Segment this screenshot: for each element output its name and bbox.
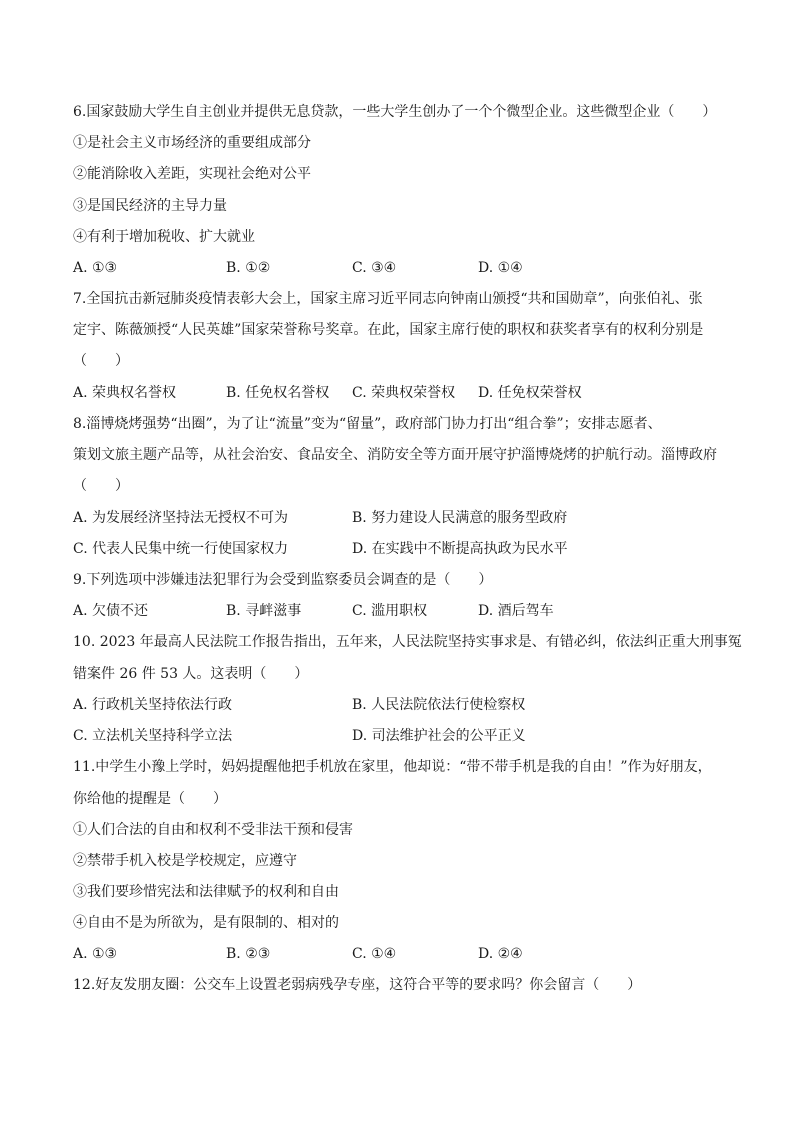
question-7-stem-line-1: 7.全国抗击新冠肺炎疫情表彰大会上，国家主席习近平同志向钟南山颁授“共和国勋章”，向张伯礼、张 [73,291,703,307]
question-9-option-d: D. 酒后驾车 [478,603,554,619]
question-9-option-b: B. 寻衅滋事 [226,603,302,619]
question-9-option-a: A. 欠债不还 [73,603,149,619]
question-10-option-a: A. 行政机关坚持依法行政 [73,697,233,713]
question-8-option-b: B. 努力建设人民满意的服务型政府 [352,510,568,526]
question-10-stem-line-2: 错案件 26 件 53 人。这表明（ ） [73,666,309,682]
question-10-option-c: C. 立法机关坚持科学立法 [73,728,233,744]
question-8-option-d: D. 在实践中不断提高执政为民水平 [352,541,568,557]
question-6-statement-3: ③是国民经济的主导力量 [73,198,227,214]
question-7-stem-line-2: 定宇、陈薇颁授“人民英雄”国家荣誉称号奖章。在此，国家主席行使的职权和获奖者享有的权利分别是 [73,322,704,338]
question-10-option-b: B. 人民法院依法行使检察权 [352,697,526,713]
question-9-option-c: C. 滥用职权 [352,603,428,619]
question-11-statement-1: ①人们合法的自由和权利不受非法干预和侵害 [73,822,353,838]
question-6-option-d: D. ①④ [478,260,523,276]
question-6-option-c: C. ③④ [352,260,397,276]
question-7-option-c: C. 荣典权荣誉权 [352,385,456,401]
question-11-stem-line-2: 你给他的提醒是（ ） [73,791,227,807]
question-11-statement-2: ②禁带手机入校是学校规定，应遵守 [73,853,297,869]
question-10-stem-line-1: 10. 2023 年最高人民法院工作报告指出，五年来，人民法院坚持实事求是、有错必纠，依法纠正重大刑事冤 [73,634,742,650]
question-6-option-a: A. ①③ [73,260,118,276]
question-11-option-d: D. ②④ [478,946,523,962]
question-9-stem: 9.下列选项中涉嫌违法犯罪行为会受到监察委员会调查的是（ ） [73,572,493,588]
question-11-option-b: B. ②③ [226,946,271,962]
question-11-statement-3: ③我们要珍惜宪法和法律赋予的权利和自由 [73,884,339,900]
question-8-stem-line-1: 8.淄博烧烤强势“出圈”，为了让“流量”变为“留量”，政府部门协力打出“组合拳”；安排志愿者、 [73,416,662,432]
question-8-option-c: C. 代表人民集中统一行使国家权力 [73,541,289,557]
question-7-option-d: D. 任免权荣誉权 [478,385,582,401]
question-11-statement-4: ④自由不是为所欲为，是有限制的、相对的 [73,915,339,931]
question-8-option-a: A. 为发展经济坚持法无授权不可为 [73,510,289,526]
question-6-statement-4: ④有利于增加税收、扩大就业 [73,229,255,245]
question-6-option-b: B. ①② [226,260,271,276]
question-12-stem: 12.好友发朋友圈：公交车上设置老弱病残孕专座，这符合平等的要求吗？你会留言（ ） [73,977,642,993]
question-7-option-b: B. 任免权名誉权 [226,385,330,401]
question-8-stem-line-2: 策划文旅主题产品等，从社会治安、食品安全、消防安全等方面开展守护淄博烧烤的护航行动。淄博政府 [73,447,717,463]
question-10-option-d: D. 司法维护社会的公平正义 [352,728,526,744]
question-7-stem-line-3: （ ） [73,353,129,369]
question-6-statement-1: ①是社会主义市场经济的重要组成部分 [73,135,311,151]
question-6-stem: 6.国家鼓励大学生自主创业并提供无息贷款，一些大学生创办了一个个微型企业。这些微型企业（ ） [73,104,717,120]
question-7-option-a: A. 荣典权名誉权 [73,385,177,401]
question-11-option-c: C. ①④ [352,946,397,962]
question-11-stem-line-1: 11.中学生小豫上学时，妈妈提醒他把手机放在家里，他却说：“带不带手机是我的自由！”作为好朋友， [73,759,712,775]
question-8-stem-line-3: （ ） [73,478,129,494]
question-6-statement-2: ②能消除收入差距，实现社会绝对公平 [73,166,311,182]
question-11-option-a: A. ①③ [73,946,118,962]
